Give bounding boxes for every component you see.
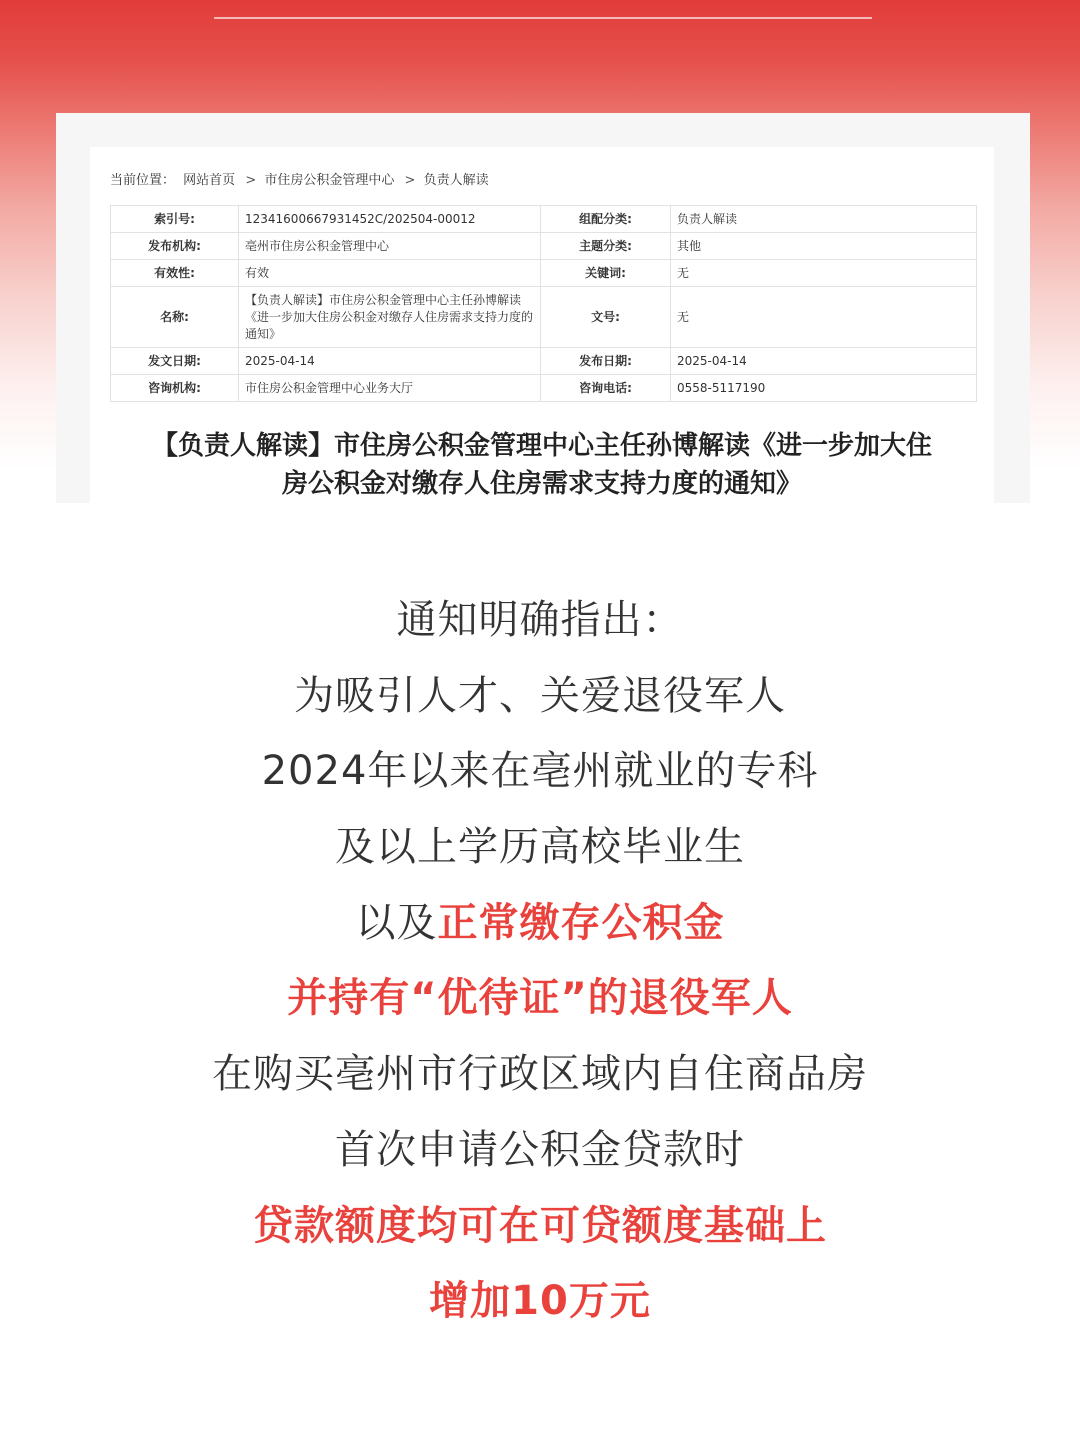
table-row (111, 287, 977, 348)
table-row (111, 233, 977, 260)
article-title-line-1: 【负责人解读】市住房公积金管理中心主任孙博解读《进一步加大住 (151, 431, 932, 461)
body-line-2: 为吸引人才、关爱退役军人 (294, 672, 786, 719)
body-line-5 (0, 891, 1080, 967)
body-line-5-plain: 以及 (355, 899, 438, 946)
index-number-label: 索引号: (111, 206, 239, 233)
consult-org-value: 市住房公积金管理中心业务大厅 (239, 375, 541, 402)
table-row (111, 206, 977, 233)
topic-label: 主题分类: (541, 233, 671, 260)
consult-phone-value: 0558-5117190 (671, 375, 977, 402)
body-line-6-highlight: 并持有“优待证”的退役军人 (287, 975, 793, 1022)
topic-value: 其他 (671, 233, 977, 260)
breadcrumb-separator: > (404, 173, 416, 188)
breadcrumb-current[interactable]: 负责人解读 (423, 173, 489, 188)
validity-label: 有效性: (111, 260, 239, 287)
notice-body (0, 588, 1080, 1345)
validity-value: 有效 (239, 260, 541, 287)
keywords-label: 关键词: (541, 260, 671, 287)
breadcrumb-home-link[interactable]: 网站首页 (183, 173, 236, 188)
body-line-5-highlight: 正常缴存公积金 (437, 899, 725, 946)
publisher-value: 亳州市住房公积金管理中心 (239, 233, 541, 260)
breadcrumb-center-link[interactable]: 市住房公积金管理中心 (264, 173, 395, 188)
doc-number-value: 无 (671, 287, 977, 348)
body-line-8: 首次申请公积金贷款时 (335, 1126, 745, 1173)
body-line-3: 2024年以来在亳州就业的专科 (261, 748, 819, 795)
index-number-value: 12341600667931452C/202504-00012 (239, 206, 541, 233)
category-label: 组配分类: (541, 206, 671, 233)
publish-date-value: 2025-04-14 (671, 348, 977, 375)
header-divider (214, 17, 872, 19)
web-page-capture (90, 147, 994, 503)
breadcrumb (110, 169, 493, 188)
name-label: 名称: (111, 287, 239, 348)
metadata-table (110, 205, 977, 402)
body-line-4: 及以上学历高校毕业生 (335, 824, 745, 871)
body-line-10-highlight: 增加10万元 (429, 1278, 651, 1325)
table-row (111, 260, 977, 287)
doc-number-label: 文号: (541, 287, 671, 348)
keywords-value: 无 (671, 260, 977, 287)
breadcrumb-separator: > (245, 173, 257, 188)
name-value: 【负责人解读】市住房公积金管理中心主任孙博解读《进一步加大住房公积金对缴存人住房需求支持力度的通知》 (239, 287, 541, 348)
publisher-label: 发布机构: (111, 233, 239, 260)
issue-date-label: 发文日期: (111, 348, 239, 375)
article-title-line-2: 房公积金对缴存人住房需求支持力度的通知》 (281, 469, 802, 499)
consult-org-label: 咨询机构: (111, 375, 239, 402)
breadcrumb-prefix: 当前位置： (110, 173, 176, 188)
table-row (111, 375, 977, 402)
category-value: 负责人解读 (671, 206, 977, 233)
consult-phone-label: 咨询电话: (541, 375, 671, 402)
body-line-9-highlight: 贷款额度均可在可贷额度基础上 (253, 1202, 827, 1249)
body-line-7: 在购买亳州市行政区域内自住商品房 (212, 1051, 868, 1098)
body-line-1: 通知明确指出： (396, 597, 684, 643)
table-row (111, 348, 977, 375)
article-title (90, 427, 994, 503)
publish-date-label: 发布日期: (541, 348, 671, 375)
issue-date-value: 2025-04-14 (239, 348, 541, 375)
screenshot-card (56, 113, 1030, 503)
